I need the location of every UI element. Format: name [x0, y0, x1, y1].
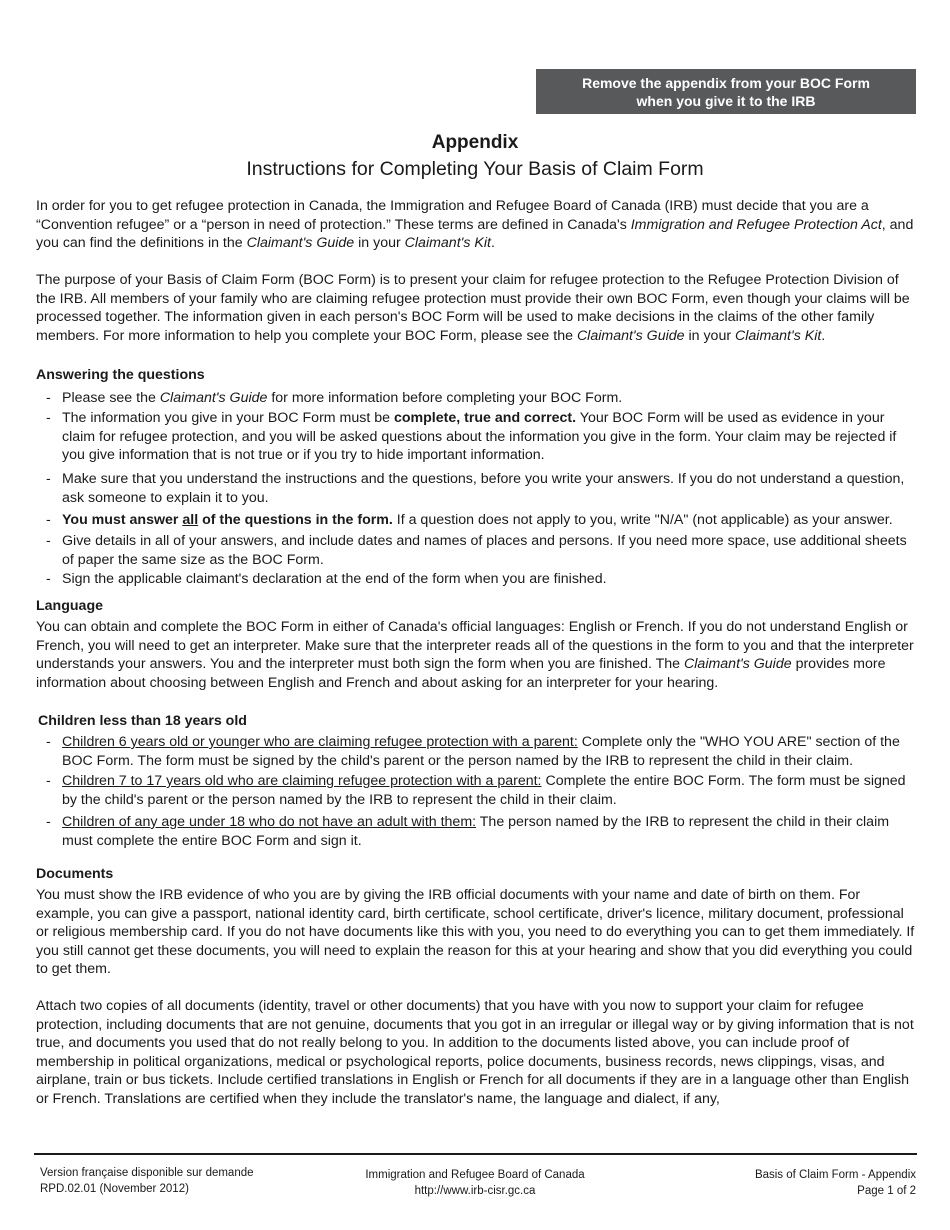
- documents-heading: Documents: [36, 866, 114, 882]
- footer-page-number: Page 1 of 2: [857, 1185, 916, 1197]
- footer-website-link[interactable]: http://www.irb-cisr.gc.ca: [414, 1185, 536, 1197]
- intro-paragraph-1: In order for you to get refugee protection in Canada, the Immigration and Refugee Board of Canada (IRB) must decide that you are a “Convention refugee” or a “person in need of protection.” These terms are defined in Canada's Immigration and Refugee Protection Act, and you can find the definitions in the Claimant's Guide in your Claimant's Kit.: [36, 198, 914, 252]
- footer-form-number: RPD.02.01 (November 2012): [40, 1183, 189, 1195]
- remove-appendix-banner: [536, 69, 916, 114]
- page-title: Appendix: [431, 132, 519, 153]
- footer-divider: [34, 1153, 917, 1155]
- answering-heading: Answering the questions: [36, 367, 205, 383]
- banner-line-1: Remove the appendix from your BOC Form: [582, 74, 870, 91]
- language-heading: Language: [36, 598, 104, 614]
- documents-paragraph-1: You must show the IRB evidence of who you are by giving the IRB official documents with your name and date of birth on them. For example, you can give a passport, national identity card, birth certificate, school certificate, driver's licence, military document, professional or religious membership card. If you do not have documents like this with you, you need to do everything you can to get them immediately. If you still cannot get these documents, you will need to explain the reason for this at your hearing and show that you did everything you could to get them.: [36, 887, 915, 978]
- footer-form-title: Basis of Claim Form - Appendix: [754, 1169, 916, 1181]
- footer-center: [300, 1167, 650, 1199]
- documents-paragraph-2: Attach two copies of all documents (identity, travel or other documents) that you have with you now to support your claim for refugee protection, including documents that are not genuine, documents that you got in an irregular or illegal way or by giving information that is not true, and documents you used that do not really belong to you. In addition to the documents listed above, you can include proof of membership in political organizations, medical or psychological reports, police documents, business records, news clippings, visas, and airplane, train or bus tickets. Include certified translations in English or French for all documents if they are in a language other than English or French. Translations are certified when they include the translator's name, the language and dialect, if any,: [36, 998, 914, 1107]
- banner-line-2: when you give it to the IRB: [636, 92, 816, 109]
- language-paragraph: You can obtain and complete the BOC Form in either of Canada's official languages: English or French. If you do not understand English or French, you will need to get an interpreter. Make sure that the interpreter reads all of the questions in the form to you and that the interpreter understands your answers. You and the interpreter must both sign the form when you are finished. The Claimant's Guide provides more information about choosing between English and French and about asking for an interpreter for your hearing.: [36, 619, 914, 691]
- footer-right: [755, 1167, 916, 1199]
- footer-french-version: Version française disponible sur demande: [40, 1167, 254, 1179]
- intro-paragraph-2: The purpose of your Basis of Claim Form (BOC Form) is to present your claim for refugee protection to the Refugee Protection Division of the IRB. All members of your family who are claiming refugee protection must provide their own BOC Form, even though your claims will be processed together. The information given in each person's BOC Form will be used to make decisions in the claims of the other family members. For more information to help you complete your BOC Form, please see the Claimant's Guide in your Claimant's Kit.: [36, 272, 910, 344]
- footer-organization: Immigration and Refugee Board of Canada: [365, 1169, 585, 1181]
- children-heading: Children less than 18 years old: [38, 713, 247, 729]
- page-subtitle: Instructions for Completing Your Basis of Claim Form: [246, 158, 704, 180]
- footer-left: [40, 1165, 254, 1197]
